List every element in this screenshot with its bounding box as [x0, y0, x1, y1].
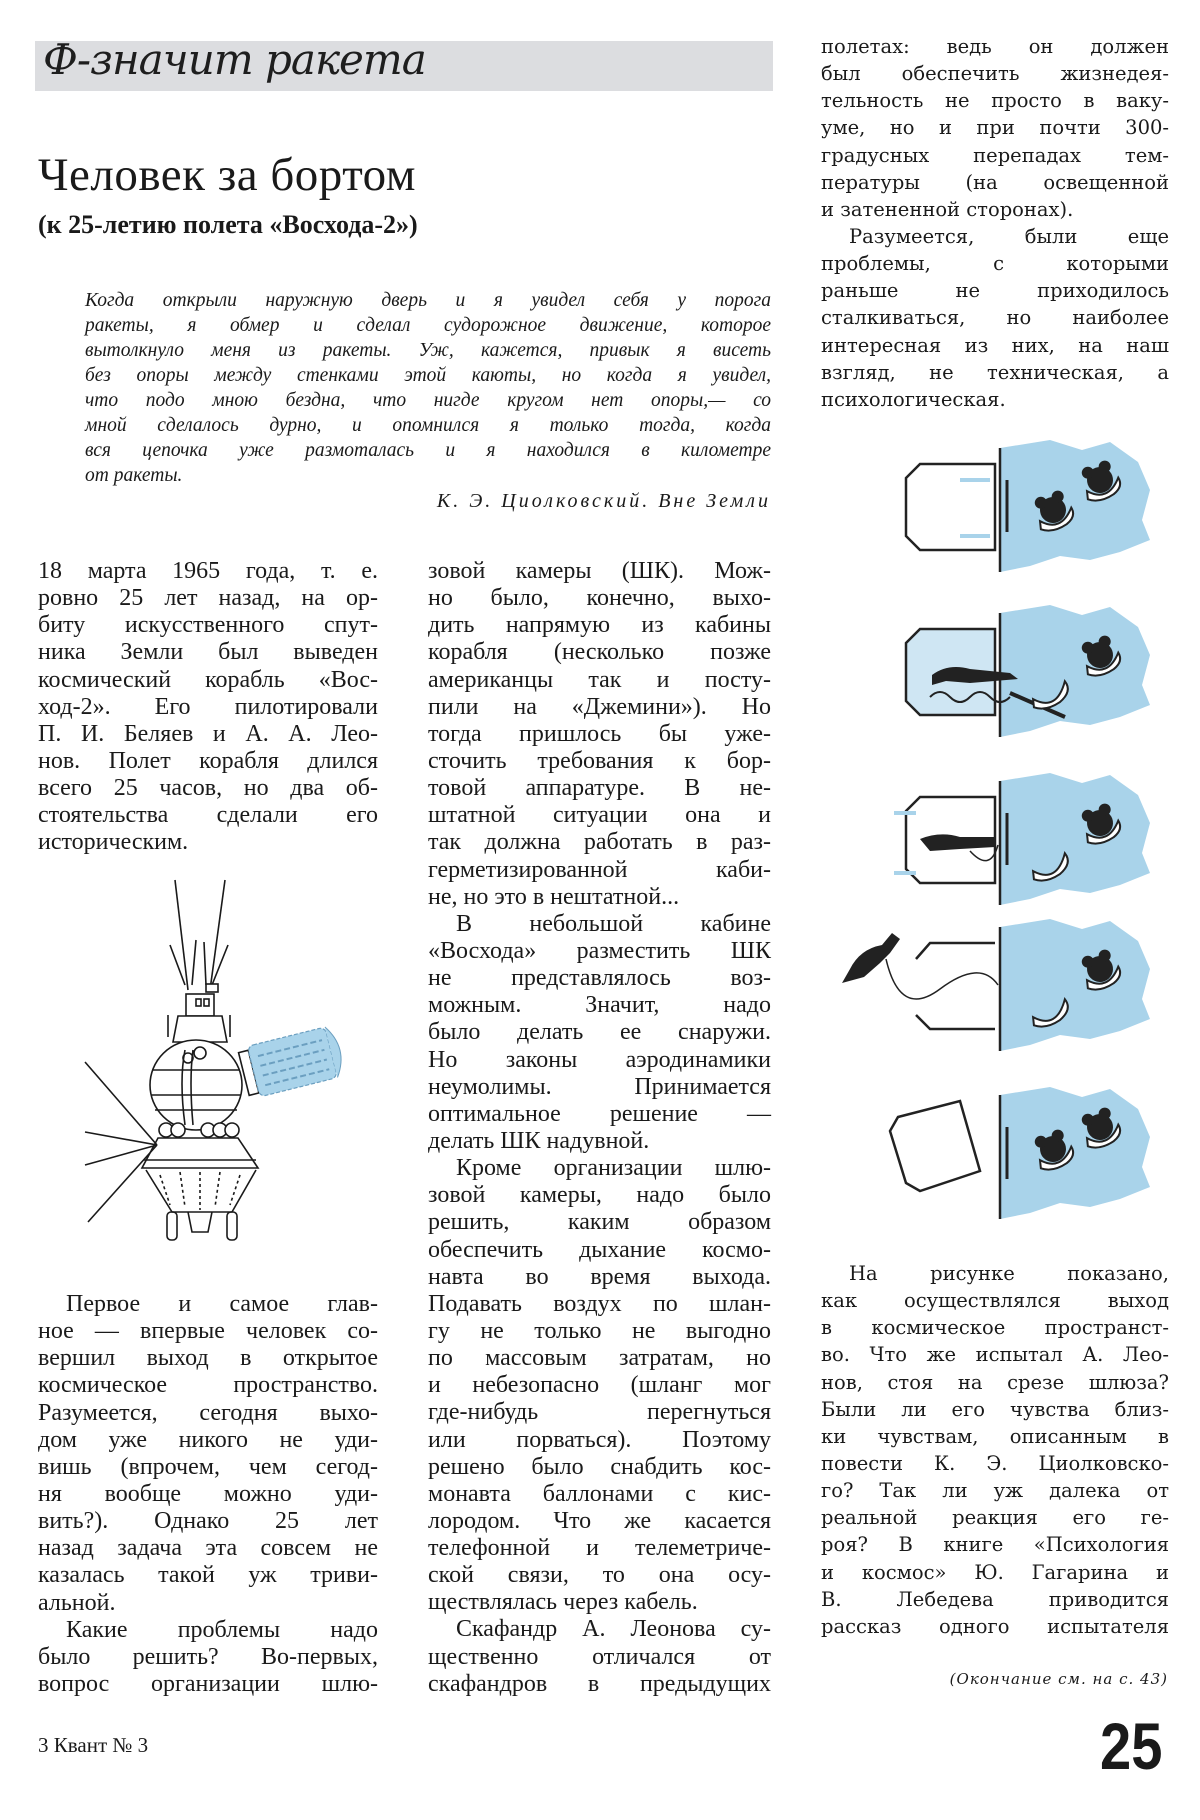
text-line: зовой камеры, надо было [428, 1182, 771, 1209]
text-line: ня вообще можно уди- [38, 1480, 378, 1507]
text-line: пили на «Джемини»). Но [428, 693, 771, 720]
text-line: альной. [38, 1589, 116, 1616]
text-line: вить?). Однако 25 лет [38, 1508, 378, 1535]
text-line: герметизированной каби- [428, 856, 771, 883]
text-line: В небольшой кабине [456, 910, 771, 937]
text-line: что подо мною бездна, что нигде кругом нет опоры,— со [85, 390, 771, 411]
text-line: решено было снабдить кос- [428, 1453, 771, 1480]
text-line: оптимальное решение — [428, 1100, 771, 1127]
text-line: дом уже никого не уди- [38, 1426, 378, 1453]
text-line: вытолкнуло меня из ракеты. Уж, кажется, привык я висеть [85, 340, 771, 361]
column-left-top [38, 558, 378, 857]
text-line: Разумеется, были еще [849, 224, 1169, 248]
text-line: градусных перепадах тем- [821, 143, 1169, 167]
text-line: ровно 25 лет назад, на ор- [38, 585, 378, 612]
eva-sequence-figure [820, 430, 1190, 1250]
text-line: Когда открыли наружную дверь и я увидел себя у порога [85, 290, 771, 311]
text-line: навта во время выхода. [428, 1263, 771, 1290]
column-right-bottom [821, 1260, 1169, 1640]
epigraph-attribution: К. Э. Циолковский. Вне Земли [436, 490, 771, 512]
text-line: по массовым затратам, но [428, 1345, 771, 1372]
eva-step-3 [894, 773, 1150, 905]
text-line: гу не только не выгодно [428, 1317, 771, 1344]
text-line: было решить? Во-первых, [38, 1643, 378, 1670]
text-line: обеспечить дыхание космо- [428, 1236, 771, 1263]
text-line: вся цепочка уже размоталась и я находился в километре [85, 440, 771, 461]
text-line: во. Что же испытал А. Лео- [821, 1343, 1169, 1367]
text-line: психологическая. [821, 387, 1006, 411]
inflatable-airlock [238, 1025, 347, 1099]
page-number: 25 [1100, 1709, 1163, 1783]
text-line: не, но это в нештатной... [428, 883, 680, 910]
text-line: Кроме организации шлю- [456, 1155, 771, 1182]
text-line: Были ли его чувства близ- [821, 1397, 1169, 1421]
text-line: ки чувствам, описанным в [821, 1424, 1169, 1448]
journal-issue: 3 Квант № 3 [38, 1733, 149, 1757]
text-line: в космическое пространст- [821, 1316, 1169, 1340]
text-line: Первое и самое глав- [66, 1291, 378, 1317]
continuation-note: (Окончание см. на с. 43) [949, 1670, 1168, 1688]
text-line: П. И. Беляев и А. А. Лео- [38, 720, 378, 747]
text-line: и затененной сторонах). [821, 197, 1074, 221]
text-line: «Восхода» разместить ШК [428, 937, 771, 964]
text-line: ской связи, то она осу- [428, 1562, 771, 1589]
text-line: делать ШК надувной. [428, 1127, 650, 1154]
text-line: Разумеется, сегодня выхо- [38, 1399, 378, 1426]
text-line: и небезопасно (шланг мог [428, 1372, 771, 1399]
article-subtitle: (к 25-летию полета «Восхода-2») [38, 210, 418, 239]
text-line: вершил выход в открытое [38, 1345, 378, 1372]
text-line: биту искусственного спут- [38, 612, 378, 639]
text-line: повести К. Э. Циолковско- [821, 1451, 1169, 1475]
text-line: всего 25 часов, но два об- [38, 775, 378, 802]
text-line: полетах: ведь он должен [821, 35, 1169, 58]
text-line: Скафандр А. Леонова су- [456, 1616, 771, 1643]
text-line: сталкиваться, но наиболее [821, 306, 1169, 330]
text-line: В. Лебедева приводится [821, 1587, 1169, 1611]
eva-step-1 [906, 440, 1150, 572]
rubric-script-title: Ф-значит ракета [43, 35, 426, 84]
text-line: нов. Полет корабля длился [38, 747, 378, 774]
text-line: щественно отличался от [428, 1643, 771, 1670]
text-line: но было, конечно, выхо- [428, 585, 771, 612]
text-line: нов, стоя на срезе шлюза? [821, 1370, 1169, 1394]
text-line: ществлялась через кабель. [428, 1589, 698, 1616]
text-line: не представлялось воз- [428, 965, 771, 992]
text-line: 18 марта 1965 года, т. е. [38, 558, 378, 584]
text-line: пературы (на освещенной [821, 170, 1169, 194]
text-line: можным. Значит, надо [428, 992, 771, 1019]
text-line: как осуществлялся выход [821, 1289, 1169, 1313]
text-line: мной сделалось дурно, и опомнился я только тогда, когда [85, 415, 771, 436]
text-line: лородом. Что же касается [428, 1507, 771, 1534]
text-line: американцы так и посту- [428, 666, 771, 693]
text-line: ход-2». Его пилотировали [38, 693, 378, 720]
text-line: монавта баллонами с кис- [428, 1480, 771, 1507]
text-line: Подавать воздух по шлан- [428, 1290, 771, 1317]
text-line: где-нибудь перегнуться [428, 1399, 771, 1426]
text-line: космический корабль «Вос- [38, 666, 378, 693]
column-right-top [821, 33, 1169, 413]
text-line: от ракеты. [85, 465, 183, 486]
text-line: товой аппаратуре. В не- [428, 775, 771, 802]
text-line: казалась такой уж триви- [38, 1562, 378, 1589]
text-line: На рисунке показано, [849, 1262, 1169, 1285]
text-line: го? Так ли уж далека от [821, 1479, 1169, 1503]
text-line: проблемы, с которыми [821, 252, 1169, 276]
eva-step-4 [842, 919, 1150, 1051]
article-title: Человек за бортом [38, 149, 416, 201]
text-line: космическое пространство. [38, 1372, 378, 1399]
text-line: реальной реакция его ге- [821, 1506, 1169, 1530]
text-line: или порваться). Поэтому [428, 1426, 771, 1453]
text-line: скафандров в предыдущих [428, 1670, 771, 1697]
text-line: Но законы аэродинамики [428, 1046, 771, 1073]
text-line: без опоры между стенками этой каюты, но когда я увидел, [85, 365, 771, 386]
text-line: неумолимы. Принимается [428, 1073, 771, 1100]
text-line: назад задача эта совсем не [38, 1535, 378, 1562]
text-line: ракеты, я обмер и сделал судорожное движение, которое [85, 315, 771, 336]
eva-step-5 [890, 1087, 1150, 1219]
text-line: и космос» Ю. Гагарина и [821, 1560, 1169, 1584]
text-line: корабля (несколько позже [428, 639, 771, 666]
text-line: роя? В книге «Психология [821, 1533, 1169, 1557]
text-line: рассказ одного испытателя [821, 1614, 1169, 1638]
text-line: сточить требования к бор- [428, 747, 771, 774]
text-line: вопрос организации шлю- [38, 1670, 378, 1697]
text-line: уме, но и при почти 300- [821, 116, 1169, 140]
text-line: тогда пришлось бы уже- [428, 720, 771, 747]
eva-step-2 [906, 605, 1150, 737]
text-line: телефонной и телеметриче- [428, 1535, 771, 1562]
text-line: дить напрямую из кабины [428, 612, 771, 639]
text-line: стоятельства сделали его [38, 802, 378, 829]
text-line: вишь (впрочем, чем сегод- [38, 1453, 378, 1480]
text-line: интересная из них, на наш [821, 333, 1169, 357]
text-line: ника Земли был выведен [38, 639, 378, 666]
text-line: историческим. [38, 829, 189, 856]
voskhod-spacecraft-illustration [0, 0, 1, 1]
text-line: тельность не просто в ваку- [821, 89, 1169, 113]
text-line: решить, каким образом [428, 1209, 771, 1236]
text-line: был обеспечить жизнедея- [821, 62, 1169, 86]
text-line: ное — впервые человек со- [38, 1318, 378, 1345]
text-line: зовой камеры (ШК). Мож- [428, 558, 771, 584]
epigraph [85, 288, 771, 488]
text-line: взгляд, не техническая, а [821, 360, 1169, 384]
text-line: штатной ситуации она и [428, 802, 771, 829]
column-middle [428, 558, 771, 1698]
rubric-banner [35, 35, 773, 91]
text-line: Какие проблемы надо [66, 1616, 378, 1643]
text-line: так должна работать в раз- [428, 829, 771, 856]
text-line: было делать ее снаружи. [428, 1019, 771, 1046]
text-line: раньше не приходилось [821, 279, 1169, 303]
column-left-bottom [38, 1291, 378, 1698]
